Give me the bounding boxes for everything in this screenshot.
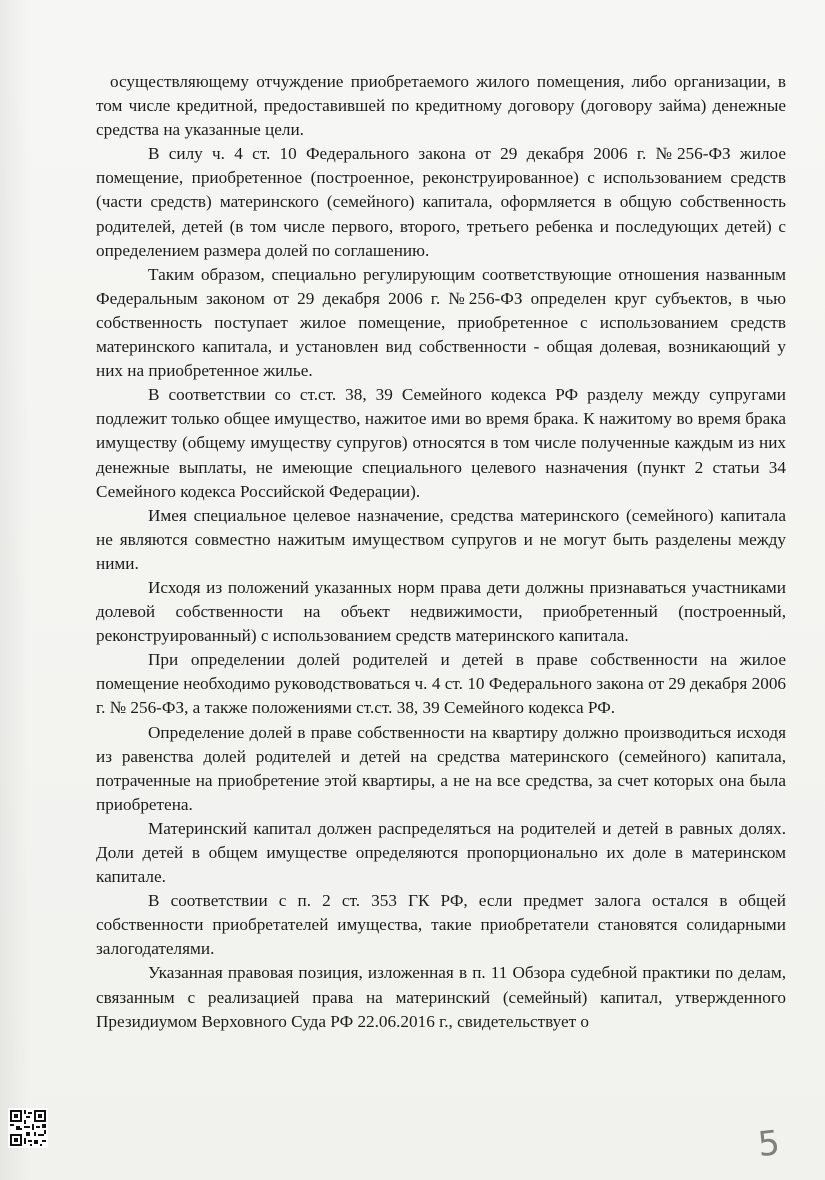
paragraph-1: осуществляющему отчуждение приобретаемого жилого помещения, либо организации, в том числе кредитной, предоставившей по кредитному договору (договору займа) денежные средства на указанные цели. [96,72,786,140]
paragraph-9: Материнский капитал должен распределяться на родителей и детей в равных долях. Доли детей в общем имуществе определяются пропорционально их доле в материнском капитале. [96,818,786,887]
paragraph-5: Имея специальное целевое назначение, средства материнского (семейного) капитала не являются совместно нажитым имуществом супругов и не могут быть разделены между ними. [96,505,786,573]
paragraph-10: В соответствии с п. 2 ст. 353 ГК РФ, если предмет залога остался в общей собственности приобретателей имущества, такие приобретатели становятся солидарными залогодателями. [96,891,786,959]
paragraph-6: Исходя из положений указанных норм права дети должны признаваться участниками долевой собственности на объект недвижимости, приобретенный (построенный, реконструированный) с использованием средств материнского капитала. [96,577,786,646]
paragraph-4: В соответствии со ст.ст. 38, 39 Семейного кодекса РФ разделу между супругами подлежит только общее имущество, нажитое ими во время брака. К нажитому во время брака имуществу (общему имуществу супругов) относятся в том числе полученные каждым из них денежные выплаты, не имеющие специального целевого назначения (пункт 2 статьи 34 Семейного кодекса Российской Федерации). [96,385,786,501]
paragraph-8: Определение долей в праве собственности на квартиру должно производиться исходя из равенства долей родителей и детей на средства материнского (семейного) капитала, потраченные на приобретение этой квартиры, а не на все средства, за счет которых она была приобретена. [96,722,786,814]
qr-code-icon [8,1108,48,1148]
page-number: 5 [755,1122,782,1166]
paragraph-3: Таким образом, специально регулирующим соответствующие отношения названным Федеральным законом от 29 декабря 2006 г. №256-ФЗ определен круг субъектов, в чью собственность поступает жилое помещение, приобретенное с использованием средств материнского капитала, и установлен вид собственности - общая долевая, возникающий у них на приобретенное жилье. [96,264,786,381]
document-body [96,70,786,1034]
paragraph-2: В силу ч. 4 ст. 10 Федерального закона от 29 декабря 2006 г. №256-ФЗ жилое помещение, приобретенное (построенное, реконструированное) с использованием средств (части средств) материнского (семейного) капитала, оформляется в общую собственность родителей, детей (в том числе первого, второго, третьего ребенка и последующих детей) с определением размера долей по соглашению. [96,144,786,260]
paragraph-7: При определении долей родителей и детей в праве собственности на жилое помещение необходимо руководствоваться ч. 4 ст. 10 Федерального закона от 29 декабря 2006 г. № 256-ФЗ, а также положениями ст.ст. 38, 39 Семейного кодекса РФ. [96,650,786,718]
paragraph-11: Указанная правовая позиция, изложенная в п. 11 Обзора судебной практики по делам, связанным с реализацией права на материнский (семейный) капитал, утвержденного Президиумом Верховного Суда РФ 22.06.2016 г., свидетельствует о [96,963,786,1031]
